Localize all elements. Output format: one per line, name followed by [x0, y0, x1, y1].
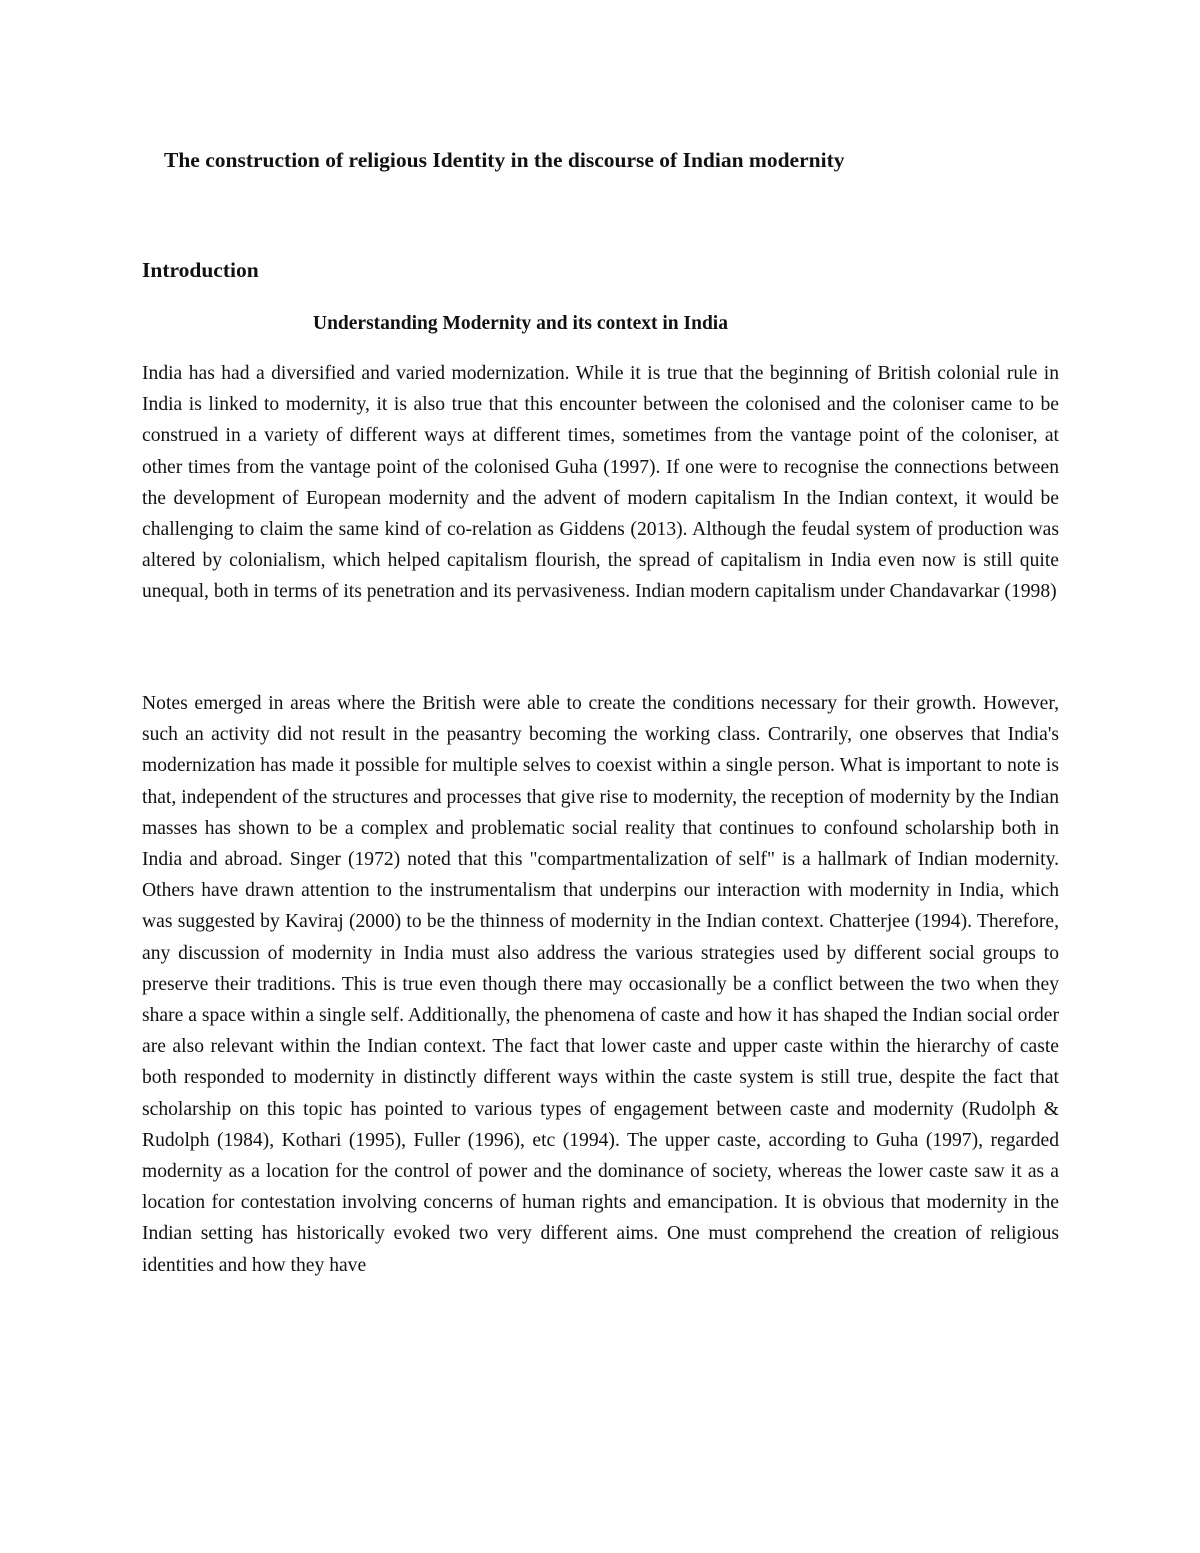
- subheading-understanding-modernity: Understanding Modernity and its context in India: [313, 313, 728, 334]
- section-heading-introduction: Introduction: [142, 258, 259, 282]
- body-paragraph-1: India has had a diversified and varied modernization. While it is true that the beginning of British colonial rule in India is linked to modernity, it is also true that this encounter between the colonised and the coloniser came to be construed in a variety of different ways at different times, sometimes from the vantage point of the coloniser, at other times from the vantage point of the colonised Guha (1997). If one were to recognise the connections between the development of European modernity and the advent of modern capitalism In the Indian context, it would be challenging to claim the same kind of co-relation as Giddens (2013). Although the feudal system of production was altered by colonialism, which helped capitalism flourish, the spread of capitalism in India even now is still quite unequal, both in terms of its penetration and its pervasiveness. Indian modern capitalism under Chandavarkar (1998): [142, 363, 1059, 603]
- document-title: The construction of religious Identity in the discourse of Indian modernity: [164, 148, 845, 172]
- body-paragraph-2: Notes emerged in areas where the British were able to create the conditions necessary for their growth. However, such an activity did not result in the peasantry becoming the working class. Contrarily, one observes that India's modernization has made it possible for multiple selves to coexist within a single person. What is important to note is that, independent of the structures and processes that give rise to modernity, the reception of modernity by the Indian masses has shown to be a complex and problematic social reality that continues to confound scholarship both in India and abroad. Singer (1972) noted that this "compartmentalization of self" is a hallmark of Indian modernity. Others have drawn attention to the instrumentalism that underpins our interaction with modernity in India, which was suggested by Kaviraj (2000) to be the thinness of modernity in the Indian context. Chatterjee (1994). Therefore, any discussion of modernity in India must also address the various strategies used by different social groups to preserve their traditions. This is true even though there may occasionally be a conflict between the two when they share a space within a single self. Additionally, the phenomena of caste and how it has shaped the Indian social order are also relevant within the Indian context. The fact that lower caste and upper caste within the hierarchy of caste both responded to modernity in distinctly different ways within the caste system is still true, despite the fact that scholarship on this topic has pointed to various types of engagement between caste and modernity (Rudolph & Rudolph (1984), Kothari (1995), Fuller (1996), etc (1994). The upper caste, according to Guha (1997), regarded modernity as a location for the control of power and the dominance of society, whereas the lower caste saw it as a location for contestation involving concerns of human rights and emancipation. It is obvious that modernity in the Indian setting has historically evoked two very different aims. One must comprehend the creation of religious identities and how they have: [142, 693, 1059, 1276]
